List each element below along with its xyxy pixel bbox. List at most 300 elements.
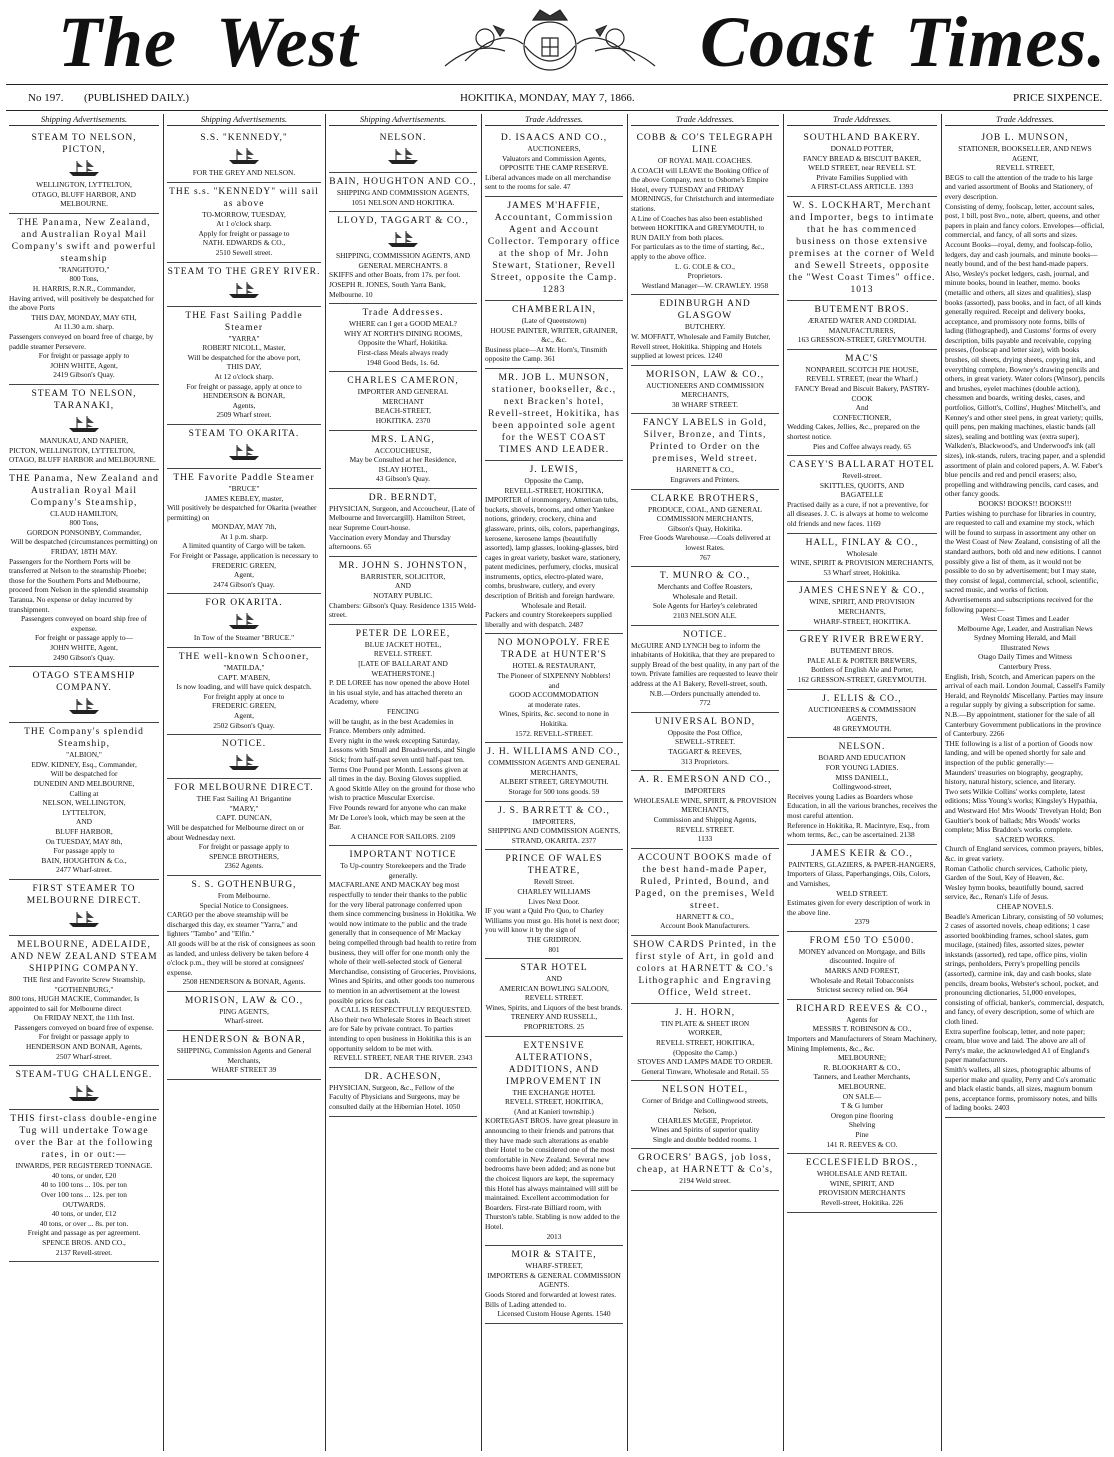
ad-line: Shelving	[848, 1120, 876, 1130]
ad-line: 48 GREYMOUTH.	[832, 723, 892, 733]
issue-number: No 197.	[28, 92, 64, 104]
ad-line: Receives young Ladies as Boarders whose Education, in all the various branches, receives the most careful attention.	[787, 791, 938, 820]
ad-line: AND	[394, 581, 411, 591]
advertisement	[787, 690, 937, 739]
top-rule	[6, 84, 1108, 85]
advertisement	[787, 456, 937, 534]
ad-line: Otago Daily Times and Witness	[977, 652, 1072, 662]
ad-line: MORISON, LAW & CO.,	[645, 369, 765, 380]
ad-line: SHIPPING, COMMISSION AGENTS, AND GENERAL MERCHANTS. 8	[335, 251, 471, 270]
ad-line: STRAND, OKARITA. 2377	[511, 835, 597, 845]
ad-line: MERCHANTS,	[838, 607, 886, 617]
advertisement	[329, 372, 477, 430]
ad-line: AND	[75, 817, 92, 827]
ad-line: HARNETT & CO.,	[676, 911, 734, 921]
advertisement	[167, 263, 321, 307]
ad-line: [LATE OF BALLARAT AND WEATHERSTONE.]	[358, 659, 448, 678]
ad-line: MORISON, LAW & CO.,	[184, 995, 304, 1006]
advertisement	[9, 214, 159, 385]
ad-line: 2194 Weld street.	[679, 1176, 731, 1186]
ad-line: "YARRA"	[228, 333, 260, 343]
advertisement	[329, 173, 477, 212]
ad-line: THE Panama, New Zealand, and Australian Royal Mail Company's swift and powerful steamship	[11, 217, 157, 264]
ad-line: "MARY,"	[229, 803, 259, 813]
ad-line: Tanners, and Leather Merchants,	[813, 1072, 911, 1082]
ad-line: EDINBURGH AND GLASGOW	[659, 299, 751, 322]
ad-line: Beadle's American Library, consisting of 50 volumes; 2 cases of assorted novels, cheap editions; 1 case assorted bookbinding frames, school slates, gum mucilage, (stained) files, assorted sizes, pewter inkstands (assorted), red tape, office pins, violin strings, penholders, Perry's propelling pencils (assorted), carmine ink, day and cash books, slate pencils, dream books, Webster's school, pocket, and pronouncing dictionaries, 51,000 envelopes, consisting of official, banker's, commercial, despatch, and fancy, of every description, some of which are cloth lined.	[945, 911, 1105, 1027]
ad-line: Five Pounds reward for anyone who can make Mr De Loree's look, which may be seen at the Bar.	[329, 802, 467, 832]
ad-line: ACCOUCHEUSE,	[374, 445, 432, 455]
ad-line: Wholesale and Retail.	[521, 600, 587, 610]
ad-line: JOHN WHITE, Agent,	[50, 360, 118, 370]
advertisement	[787, 1154, 937, 1212]
advertisement	[329, 489, 477, 557]
ad-line: Consisting of demy, foolscap, letter, account sales, post, 1 bill, post 8vo., note, albert, queens, and other papers in plain and fancy colors. Envelopes—official, commercial, and fancy, of all sorts and sizes.	[945, 201, 1105, 240]
ad-line: 163 GRESSON-STREET, GREYMOUTH.	[797, 335, 927, 345]
ad-line: AUCTIONEERS & COMMISSION	[808, 704, 916, 714]
column-heading: Trade Addresses.	[485, 114, 623, 126]
ad-line: FREDERIC GREEN,	[211, 701, 277, 711]
advertisement	[329, 431, 477, 489]
ad-line: IMPORTER of ironmongery, American tubs, buckets, shovels, brooms, and other Yankee notions, grindery, crockery, china and glassware, prints, oils, colors, paperhangings, kerosene, kerosene lamps (beautifully assorted), lamp glasses, looking-glasses, bird cages in great variety, basket ware, stationery, patent medicines, perfumery, clocks, musical instruments, optics, electro-plated ware, combs, brushware, cutlery, and every description of British and foreign hardware.	[485, 495, 621, 601]
ad-line: To Up-country Storekeepers and the Trade generally.	[340, 861, 466, 880]
ad-line: At 1 o'clock sharp.	[216, 219, 272, 229]
ad-line: THE following is a list of a portion of Goods now landing, and will be opened shortly for sale and inspection of the public generally:—	[945, 738, 1093, 767]
ad-line: JOB L. MUNSON,	[981, 133, 1069, 143]
ad-line: MERCHANTS,	[681, 390, 729, 400]
ad-line: WINE, SPIRIT, AND PROVISION	[809, 597, 915, 607]
ad-line: 767	[699, 552, 711, 562]
ad-line: Two sets Wilkie Collins' works complete, latest editions; Miss Young's works; Kingsley's Hypathia, and Westward Ho! Mrs Woods' Trevelyan Hold; Bon Gaultier's book of ballads; Mrs Woods' works complete; Miss Braddon's works complete.	[945, 786, 1102, 835]
advertisement	[787, 738, 937, 844]
ship-icon	[386, 230, 420, 248]
ad-line: PICTON, WELLINGTON, LYTTELTON, OTAGO, BLUFF HARBOR and MELBOURNE.	[9, 445, 156, 465]
ad-line: OTAGO STEAMSHIP COMPANY.	[32, 671, 136, 694]
ad-line: Is now loading, and will have quick despatch.	[176, 682, 312, 692]
ad-line: 1948 Good Beds, 1s. 6d.	[366, 357, 440, 367]
ad-line: N.B.—Orders punctually attended to.	[649, 688, 761, 698]
ad-line: 2103 NELSON ALE.	[673, 611, 737, 620]
ad-line: WHY AT NORTH'S DINING ROOMS,	[343, 328, 463, 338]
ad-line: For freight apply at once to	[203, 691, 285, 701]
ad-line: KORTEGAST BROS. have great pleasure in announcing to their friends and patrons that they have made such alterations as enable their Hotel to be considered one of the most comfortable in New Zealand. Several new bedrooms have been added; and as none but the choicest liquors are kept, the supremacy this Hotel has always maintained will still be maintained. Excellent accommodation for Boarders. First-rate Billiard room, with Thurston's table. Stabling is now added to the Hotel.	[485, 1116, 620, 1231]
ad-line: SACRED WORKS.	[995, 834, 1055, 844]
ad-line: 53 Wharf street, Hokitika.	[823, 567, 901, 577]
ad-line: Opposite the Camp,	[524, 475, 584, 485]
ad-line: And	[855, 403, 869, 413]
ad-line: will be taught, as in the best Academies in France. Members only admitted.	[329, 716, 454, 736]
ad-line: OF ROYAL MAIL COACHES.	[657, 156, 753, 165]
ad-line: Licensed Custom House Agents. 1540	[497, 1309, 611, 1319]
ad-line: P. DE LOREE has now opened the above Hotel in his usual style, and has attached thereto an Academy, where	[329, 678, 470, 707]
ad-line: FOR THE GREY AND NELSON.	[192, 168, 296, 177]
ad-line: SOUTHLAND BAKERY.	[803, 133, 921, 143]
published-note: (PUBLISHED DAILY.)	[84, 92, 190, 104]
ad-line: HARNETT & CO.,	[676, 465, 734, 475]
advertisement	[167, 876, 321, 992]
ad-line: Pies and Coffee always ready. 65	[813, 441, 911, 451]
advertisement	[329, 129, 477, 173]
ad-line: Trade Addresses.	[362, 308, 444, 319]
ad-line: ÆRATED WATER AND CORDIAL	[807, 315, 917, 325]
ad-line: NO MONOPOLY. FREE TRADE at HUNTER'S	[497, 638, 611, 661]
ad-line: CLAUD HAMILTON,	[50, 508, 118, 518]
ad-line: From Melbourne.	[217, 890, 271, 900]
ad-line: 2362 Agents.	[224, 861, 264, 871]
ad-line: Sole Agents for Harley's celebrated	[652, 601, 758, 611]
advertisement	[631, 1081, 779, 1149]
ad-line: Revell Street.	[533, 877, 575, 887]
ad-line: WHOLESALE WINE, SPIRIT, & PROVISION MERCHANTS,	[633, 795, 777, 815]
ad-line: WHARF-STREET,	[525, 1261, 583, 1271]
ad-line: Merchants and Coffee Roasters,	[657, 582, 753, 592]
ad-line: BARRISTER, SOLICITOR,	[360, 571, 446, 581]
ad-line: 800 Tons,	[69, 518, 99, 528]
ad-line: Agents,	[232, 400, 256, 410]
ad-line: BOOKS! BOOKS!! BOOKS!!!	[978, 498, 1072, 508]
advertisement	[167, 1031, 321, 1080]
advertisement	[485, 1246, 623, 1324]
ad-line: J. ELLIS & CO.,	[822, 693, 902, 704]
ad-line: HOKITIKA. 2370	[375, 415, 431, 425]
ad-line: NOTARY PUBLIC.	[373, 591, 433, 601]
ad-line: STAR HOTEL	[520, 963, 588, 974]
ad-line: EXTENSIVE ALTERATIONS, ADDITIONS, AND IMPROVEMENT IN	[506, 1040, 602, 1087]
ad-line: For freight or passage apply to	[38, 351, 130, 361]
ship-icon	[227, 281, 261, 299]
ad-line: MONEY advanced on Mortgage, and Bills discounted. Inquire of	[798, 946, 926, 966]
ad-line: 2137 Revell-street.	[55, 1247, 113, 1257]
advertisement	[485, 461, 623, 635]
ad-line: FIRST STEAMER TO MELBOURNE DIRECT.	[26, 883, 142, 906]
ad-line: 2419 Gibson's Quay.	[53, 370, 115, 380]
ad-line: PRODUCE, COAL, AND GENERAL	[648, 504, 762, 514]
ad-line: At 11.30 a.m. sharp.	[54, 322, 114, 332]
ad-line: GORDON PONSONBY, Commander,	[26, 527, 142, 537]
ad-line: Every night in the week excepting Saturday, Lessons with Small and Broadswords, and Single Stick; from half-past seven until half-past ten. Terms One Pound per Month. Lessons given at all times in the day. Boxing Gloves supplied.	[329, 735, 476, 784]
ad-line: Agent,	[234, 570, 254, 580]
ad-line: Passengers conveyed on board free of charge, by paddle steamer Persevere.	[9, 331, 154, 351]
advertisement	[167, 307, 321, 425]
ad-line: West Coast Times and Leader	[980, 614, 1070, 624]
ad-line: WHARF STREET 39	[211, 1065, 277, 1075]
ad-line: In Tow of the Steamer "BRUCE."	[193, 633, 295, 643]
ad-line: PAINTERS, GLAZIERS, & PAPER-HANGERS,	[788, 859, 936, 869]
advertisement	[787, 350, 937, 456]
ad-line: FREDERIC GREEN,	[211, 560, 277, 570]
advertisement	[787, 932, 937, 1000]
ad-line: NELSON, WELLINGTON,	[42, 798, 126, 808]
ad-line: SEWELL-STREET.	[674, 737, 735, 747]
advertisement	[167, 992, 321, 1031]
ad-line: Agents for	[846, 1014, 878, 1024]
ad-line: CHARLES McGEE, Proprietor.	[657, 1115, 753, 1125]
ad-line: Goods Stored and forwarded at lowest rates. Bills of Lading attended to.	[485, 1289, 617, 1309]
ad-line: Liberal advances made on all merchandise sent to the rooms for sale. 47	[485, 172, 611, 192]
ad-line: WORKER,	[688, 1028, 722, 1038]
ad-line: A CALL IS RESPECTFULLY REQUESTED.	[334, 1005, 472, 1015]
advertisement	[9, 667, 159, 723]
advertisement	[329, 557, 477, 625]
advertisement	[9, 385, 159, 470]
ad-line: For freight or passage apply to	[198, 842, 290, 852]
ad-line: "BRUCE"	[228, 483, 260, 493]
ad-line: Having arrived, will positively be despatched for the above Ports	[9, 293, 154, 313]
ad-line: FENCING	[386, 706, 420, 716]
ad-line: Wholesale and Retail Tobacconists	[810, 975, 914, 985]
ad-line: AUCTIONEERS,	[527, 144, 581, 153]
ad-line: Will positively be despatched for Okarita (weather permitting) on	[167, 503, 317, 522]
advertisement	[329, 304, 477, 372]
ad-line: NONPAREIL SCOTCH PIE HOUSE,	[805, 364, 919, 374]
ad-line: Apply for freight or passage to	[198, 228, 290, 238]
advertisement	[631, 771, 779, 849]
ad-line: General Tinware, Wholesale and Retail. 55	[641, 1066, 769, 1076]
ad-line: REVELL STREET, (near the Wharf.)	[806, 374, 918, 384]
ad-line: 2502 Gibson's Quay.	[213, 720, 275, 730]
ad-line: NOTICE.	[221, 739, 267, 750]
ad-line: REVELL STREET,	[995, 163, 1055, 173]
ad-line: BAGATELLE	[840, 490, 884, 500]
ad-line: FANCY LABELS in Gold, Silver, Bronze, and Tints, Printed to Order on the premises, Weld street.	[643, 418, 767, 465]
advertisement	[631, 490, 779, 568]
ad-line: Packers and country Storekeepers supplied liberally and with despatch. 2487	[485, 610, 612, 629]
dateline	[28, 92, 1103, 108]
ad-line: At 1 p.m. sharp.	[220, 531, 268, 541]
advertisement	[167, 779, 321, 876]
ad-line: TIN PLATE & SHEET IRON	[660, 1018, 750, 1028]
ad-line: Storage for 500 tons goods. 59	[508, 786, 600, 796]
ship-icon	[67, 415, 101, 433]
ship-icon	[227, 612, 261, 630]
ad-line: 2509 Wharf street.	[216, 410, 272, 420]
ad-line: ROBERT NICOLL, Master,	[202, 343, 286, 353]
advertisement	[485, 743, 623, 801]
ad-line: CASEY'S BALLARAT HOTEL	[789, 460, 935, 471]
ad-line: MR. JOHN S. JOHNSTON,	[338, 560, 468, 571]
advertisement	[167, 648, 321, 735]
advertisement	[787, 534, 937, 583]
ad-line: All goods will be at the risk of consignees as soon as landed, and unless delivery be taken before 4 o'clock p.m., they will be stored at consignees' expense.	[167, 938, 316, 977]
ad-line: Illustrated News	[1000, 642, 1050, 652]
ad-line: 40 tons, or over ... 8s. per ton.	[39, 1218, 129, 1228]
advertisement	[9, 880, 159, 936]
ship-icon	[227, 443, 261, 461]
ad-line: SHIPPING AND COMMISSION AGENTS,	[336, 188, 470, 197]
advertisement	[485, 634, 623, 743]
ad-line: EDW. KIDNEY, Esq., Commander,	[31, 759, 137, 769]
ad-line: 2477 Wharf-street.	[56, 865, 112, 875]
advertisement	[485, 850, 623, 959]
ad-line: Valuators and Commission Agents,	[502, 153, 606, 163]
ad-line: Estimates given for every description of work in the above line.	[787, 898, 931, 917]
ad-line: D. ISAACS AND CO.,	[500, 133, 608, 143]
ad-line: Account Book Manufacturers.	[660, 921, 750, 931]
ad-line: HOUSE PAINTER, WRITER, GRAINER, &c., &c.	[490, 325, 618, 345]
ship-icon	[67, 910, 101, 928]
ad-line: Reference in Hokitika, R. Macintyre, Esq., from whom terms, &c., can be ascertained. 2138	[787, 820, 930, 840]
ad-line: LLOYD, TAGGART & CO.,	[337, 216, 469, 227]
advertisement	[9, 1110, 159, 1262]
ad-line: Passengers for the Northern Ports will be transferred at Nelson to the steamship Phoebe; those for the Southern Ports and Melbourne, proceed from Nelson in the splendid steamship Taranua. No expense or delay incurred by transhipment.	[9, 556, 149, 614]
advertisement	[787, 582, 937, 631]
ad-line: THE Panama, New Zealand and Australian Royal Mail Company's Steamship,	[9, 473, 159, 508]
ad-line: PETER DE LOREE,	[355, 628, 451, 639]
ad-line: STEAM TO NELSON, PICTON,	[31, 133, 137, 155]
ad-line: Also their two Wholesale Stores in Beach street are for Sale by private contract. To parties intending to open business in Hokitika this is an opportunity seldom to be met with.	[329, 1014, 472, 1053]
ad-line: A FIRST-CLASS ARTICLE. 1393	[810, 182, 914, 192]
ad-line: AGENT,	[1011, 153, 1039, 163]
ad-line: MISS DANIELL,	[835, 772, 889, 782]
ad-line: 801	[548, 944, 560, 954]
ad-line: A CHANCE FOR SAILORS. 2109	[350, 831, 456, 841]
ad-line: CHEAP NOVELS.	[996, 901, 1054, 911]
advertisement	[485, 129, 623, 197]
ad-line: (Late of Queenstown)	[521, 315, 587, 325]
ad-line: J. S. BARRETT & CO.,	[498, 805, 610, 816]
advertisement	[9, 470, 159, 668]
ad-line: IMPORTERS & GENERAL COMMISSION AGENTS.	[487, 1270, 621, 1290]
ad-line: Single and double bedded rooms. 1	[652, 1134, 758, 1144]
ad-line: Freight and passage as per agreement.	[27, 1228, 141, 1238]
ad-line: BEGS to call the attention of the trade to his large and varied assortment of Books and Stationery, of every description.	[945, 172, 1093, 201]
royal-crest-icon	[405, 6, 695, 74]
ad-line: DUNEDIN AND MELBOURNE,	[33, 778, 135, 788]
ad-line: THE Company's splendid Steamship,	[24, 727, 144, 750]
ad-line: AMERICAN BOWLING SALOON,	[499, 983, 609, 993]
ad-line: STATIONER, BOOKSELLER, AND NEWS	[958, 144, 1092, 153]
ad-line: WELD STREET, near REVELL ST.	[808, 163, 916, 173]
ad-line: SKITTLES, QUOITS, AND	[819, 480, 905, 490]
ad-line: LYTTELTON,	[62, 807, 106, 817]
advertisement	[485, 802, 623, 851]
ad-line: at moderate rates.	[527, 699, 581, 709]
ad-line: Wholesale and Retail.	[672, 591, 738, 601]
ad-line: J. H. HORN,	[674, 1007, 736, 1018]
advertisement	[167, 735, 321, 779]
ship-icon	[67, 697, 101, 715]
ad-line: A COACH will LEAVE the Booking Office of the above Company, next to Osborne's Empire Hotel, every TUESDAY and FRIDAY MORNINGS, for Christchurch and intermediate stations.	[631, 165, 775, 213]
ad-line: JOHN WHITE, Agent,	[50, 643, 118, 652]
ad-line: WINE, SPIRIT, AND	[829, 1178, 895, 1188]
masthead	[0, 0, 1114, 82]
ad-line: Advertisements and subscriptions received for the following papers:—	[945, 594, 1093, 614]
ad-line: Sydney Morning Herald, and Mail	[973, 633, 1076, 643]
ad-line: 43 Gibson's Quay.	[375, 474, 431, 484]
ad-line: THIS DAY, MONDAY, MAY 6TH,	[31, 312, 137, 322]
ad-line: Importers of Glass, Paperhangings, Oils, Colors, and Varnishes,	[787, 869, 931, 888]
ad-line: STOVES AND LAMPS MADE TO ORDER.	[637, 1057, 773, 1067]
ad-line: HENDERSON & BONAR,	[203, 391, 285, 401]
ad-line: For particulars as to the time of starting, &c., apply to the above office.	[631, 242, 765, 261]
ad-line: MERCHANT	[382, 396, 424, 406]
ad-line: At 12 o'clock sharp.	[214, 371, 274, 381]
ad-line: GOOD ACCOMMODATION	[509, 690, 599, 700]
ad-line: SKIFFS and other Boats, from 17s. per foot. JOSEPH R. JONES, South Yarra Bank, Melbourne. 10	[329, 270, 461, 299]
advertisement	[787, 301, 937, 350]
ad-line: 141 R. REEVES & CO.	[826, 1139, 898, 1149]
ad-line: Will be despatched for the above port,	[187, 352, 301, 362]
advertisement	[631, 414, 779, 489]
ad-line: W. S. LOCKHART, Merchant and Importer, begs to intimate that he has commenced business on those extensive premises at the corner of Weld and Sewell Streets, opposite the "West Coast Times" office. 1013	[788, 200, 936, 295]
ad-line: 2379	[854, 917, 870, 927]
ad-line: "RANGITOTO,"	[58, 264, 110, 274]
ad-line: THE GRIDIRON.	[526, 934, 582, 944]
ad-line: 800 tons, HUGH MACKIE, Commander, Is appointed to sail for Melbourne direct	[9, 994, 140, 1013]
ad-line: Melbourne Age, Leader, and Australian News	[957, 623, 1093, 633]
ad-line: Proprietors.	[687, 271, 723, 281]
advertisement	[945, 129, 1105, 1118]
ad-line: Extra superfine foolscap, letter, and note paper; cream, blue wove and laid. The above are all of Perry's make, the acknowledged A1 of England's paper manufacturers.	[945, 1026, 1090, 1065]
advertisement	[631, 567, 779, 625]
advertisement	[631, 129, 779, 295]
ad-line: For passage apply to	[53, 846, 115, 856]
ad-line: Special Notice to Consignees.	[199, 900, 289, 910]
advertisement	[631, 1004, 779, 1082]
ad-line: SHIPPING AND COMMISSION AGENTS,	[487, 826, 621, 836]
ad-line: Church of England services, common prayers, bibles, &c. in great variety.	[945, 844, 1104, 863]
ad-line: Will be despatched (circumstances permitting) on	[10, 537, 158, 547]
ad-line: GREY RIVER BREWERY.	[799, 635, 925, 646]
ad-line: PHYSICIAN, Surgeon, and Accoucheur, (Late of Melbourne and Invercargill). Hamilton Street, near Supreme Court-house.	[329, 503, 476, 533]
ad-line: THE first and Favorite Screw Steamship, "GOTHENBURG,"	[23, 974, 145, 994]
ad-line: FANCY BREAD & BISCUIT BAKER,	[803, 153, 921, 163]
ad-line: Revell-street.	[842, 471, 882, 481]
masthead-word-west: West	[216, 2, 359, 82]
ad-line: BUTEMENT BROS.	[830, 646, 894, 656]
ad-line: ON SALE—	[842, 1091, 882, 1101]
ad-line: AND	[545, 974, 562, 984]
ad-line: Wesley hymn books, beautifully bound, sacred service, &c., Renan's Life of Jesus.	[945, 882, 1084, 902]
ad-line: Passengers conveyed on board ship free of expense.	[20, 614, 147, 633]
ad-line: Commission and Shipping Agents,	[653, 814, 757, 824]
ad-line: Smith's wallets, all sizes, photographic albums of superior make and quality, Perry and Co's aromatic and black elastic bands, all sizes, magnum bonum pens, acceptance forms, promissory notes, and bills of lading books. 2403	[945, 1065, 1098, 1113]
ad-line: and	[548, 680, 560, 690]
ad-line: L. G. COLE & CO.,	[675, 261, 735, 271]
ad-line: MONDAY, MAY 7th,	[211, 522, 277, 532]
ad-line: Account Books—royal, demy, and foolscap-folio, ledgers, day and cash journals, and minute books—neatly bound, and of the best hand-made papers. Also, Wesley's pocket ledgers, cash, journal, and minute books, bound in leather, memo. books (metallic and others, all sizes and qualities), slasp books (assorted), pass books, and in fact, of all kinds generally required. Receipt and delivery books, acceptance, and promissory note forms, bills of lading (lithographed), and Customs' forms of every description, bills payable and receivable, copying presses, (foolscap and letter size), with books brushes, oil sheets, drying sheets, copying ink, and everything complete, Bowney's drawing pencils and others, in great variety. Water colors (Winsor), pencils and brushes, eyelet machines (double action), chessmen and boards, writing desks, cases, and portfolios, Gillott's, Collins', Hughes' Mitchell's, and Kenney's and other steel pens, in great variety; quills, quill pens, pen making machines, elastic bands (all sizes), sealing and bottling wax (extra super), Walkden's, Blackwood's, and Underwood's ink (all sizes), ink-stands, rulers, tracing paper, and a splendid assortment of plain and colored papers, A. W. Faber's blue pencils and red and pencil erasers; also, propelling and withdrawing pencils, card cases, and other fancy goods.	[945, 239, 1105, 499]
ad-line: COMMISSION AGENTS AND GENERAL MERCHANTS,	[488, 758, 620, 777]
advertisement	[631, 295, 779, 365]
ad-line: MOIR & STAITE,	[511, 1250, 597, 1261]
ad-line: J. LEWIS,	[529, 464, 579, 475]
ad-line: T & G lumber	[841, 1101, 883, 1111]
ad-line: 1051 NELSON AND HOKITIKA.	[351, 197, 455, 207]
advertisement	[167, 425, 321, 469]
ad-line: WHOLESALE AND RETAIL	[816, 1169, 908, 1179]
ad-line: 2507 Wharf-street.	[56, 1051, 112, 1061]
ad-line: A. R. EMERSON AND CO.,	[638, 775, 772, 786]
ad-line: Wines, Spirits, &c. second to none in Hokitika.	[499, 709, 609, 728]
ad-line: Business place—At Mr. Horn's, Tinsmith opposite the Camp. 361	[485, 344, 608, 364]
ad-line: CLARKE BROTHERS,	[650, 493, 760, 504]
advertisement	[787, 631, 937, 689]
ad-line: A good Skittle Alley on the ground for those who wish to practice Muscular Exercise.	[329, 783, 475, 803]
ad-line: MANUFACTURERS,	[828, 325, 896, 335]
ad-line: BEACH-STREET,	[375, 406, 431, 416]
advertisement	[631, 849, 779, 936]
ship-icon	[386, 147, 420, 165]
ad-line: Over 100 tons ... 12s. per ton	[41, 1190, 127, 1200]
ad-line: MARKS AND FOREST,	[824, 966, 900, 976]
ad-line: FOR OKARITA.	[205, 598, 283, 609]
advertisement	[9, 129, 159, 214]
ad-line: On TUESDAY, MAY 8th,	[45, 836, 123, 846]
ad-line: On FRIDAY NEXT, the 11th Inst.	[33, 1013, 135, 1023]
advertisement	[787, 1000, 937, 1154]
ad-line: REVELL STREET.	[373, 649, 433, 659]
ad-line: Private Families Supplied with	[816, 172, 908, 182]
